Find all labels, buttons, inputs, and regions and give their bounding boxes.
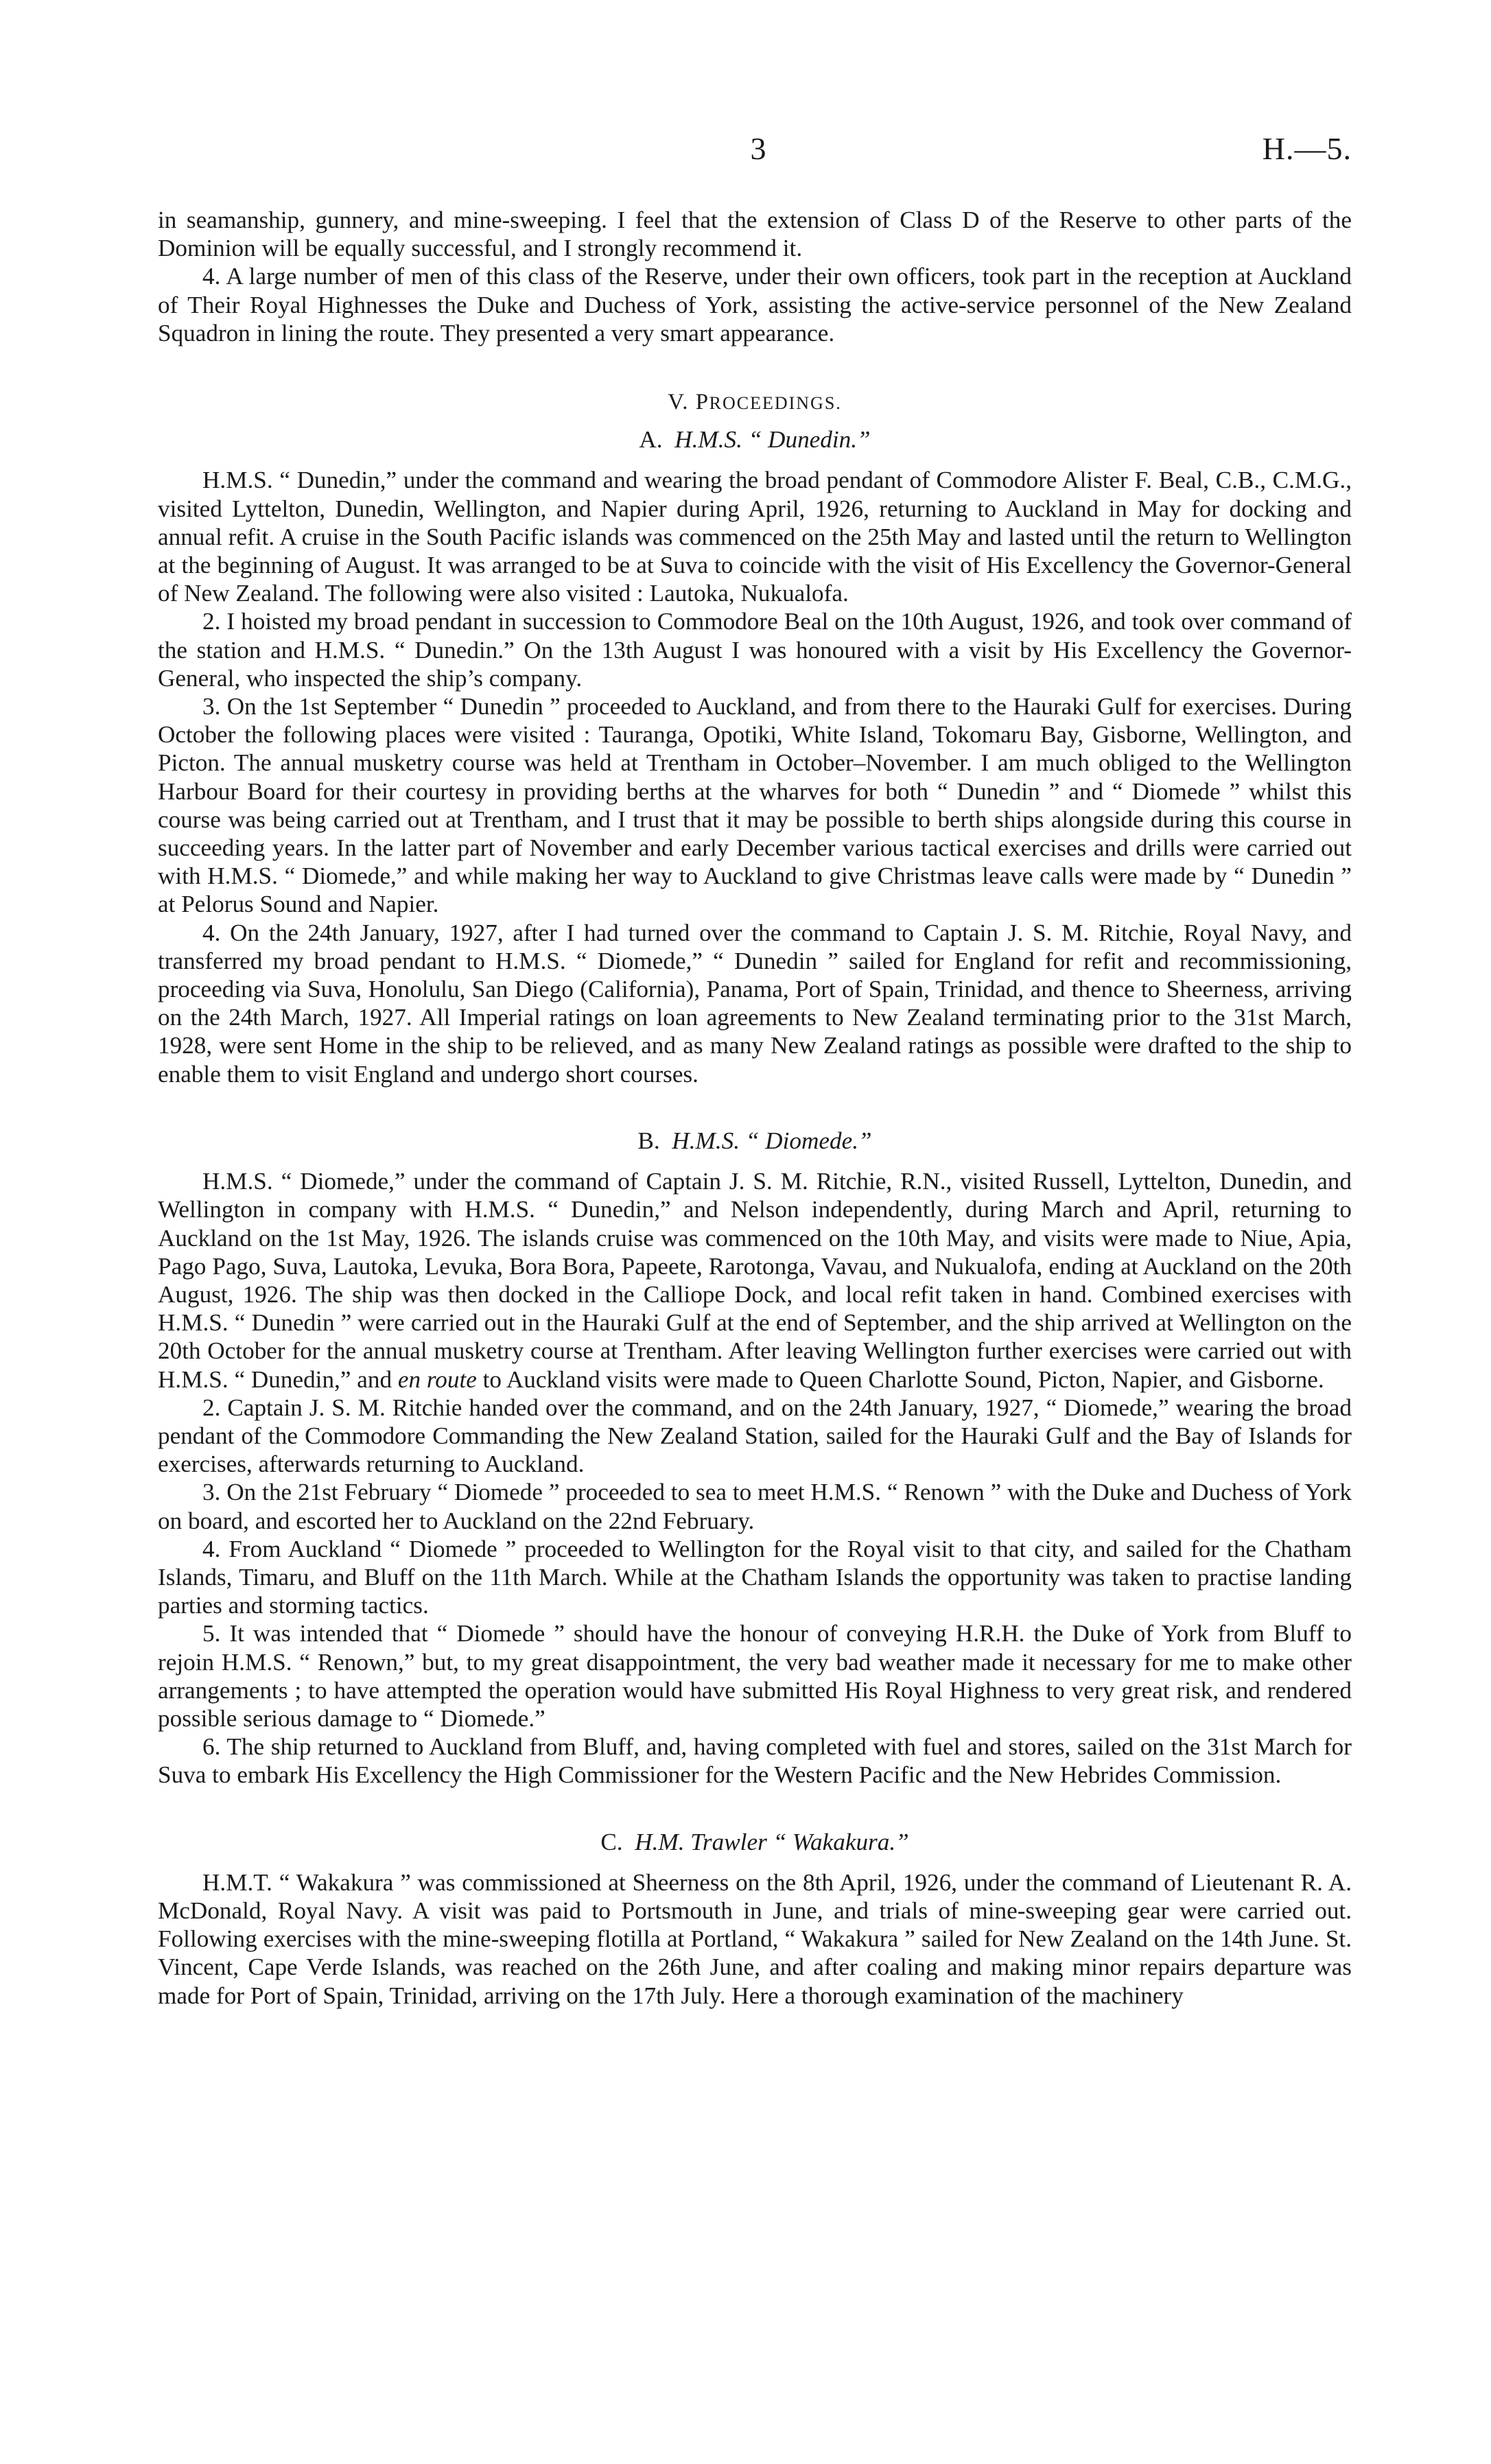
section-b-letter: B. [637,1127,660,1154]
section-c-heading [158,1828,1352,1856]
section-v-title-rest: ROCEEDINGS. [709,393,842,414]
section-a-heading [158,425,1352,454]
section-b-heading [158,1127,1352,1155]
section-a-paragraph-2: 2. I hoisted my broad pendant in succession to Commodore Beal on the 10th August, 1926, and took over command of the station and H.M.S. “ Dunedin.” On the 13th August I was honoured with a visit by His Excellency the Governor-General, who inspected the ship’s company. [158,608,1352,692]
intro-continuation: in seamanship, gunnery, and mine-sweeping. I feel that the extension of Class D of the Reserve to other parts of the Dominion will be equally successful, and I strongly recommend it. [158,207,1352,262]
section-b-p1-text: H.M.S. “ Diomede,” under the command of Captain J. S. M. Ritchie, R.N., visited Russell, Lyttelton, Dunedin, and Wellington in company with H.M.S. “ Dunedin,” and Nelson independently, during March and April, returning to Auckland on the 1st May, 1926. The islands cruise was commenced on the 10th May, and visits were made to Niue, Apia, Pago Pago, Suva, Lautoka, Levuka, Bora Bora, Papeete, Rarotonga, Vavau, and Nukualofa, ending at Auckland on the 20th August, 1926. The ship was then docked in the Calliope Dock, and local refit taken in hand. Combined exercises with H.M.S. “ Dunedin ” were carried out in the Hauraki Gulf at the end of September, and the ship arrived at Wellington on the 20th October for the annual musketry course at Trentham. After leaving Wellington further exercises were carried out with H.M.S. “ Dunedin,” and [158,1168,1352,1393]
document-reference: H.—5. [1262,131,1352,166]
section-b-p1-text-end: to Auckland visits were made to Queen Charlotte Sound, Picton, Napier, and Gisborne. [482,1365,1324,1393]
section-c-title: H.M. Trawler “ Wakakura.” [635,1828,909,1855]
section-b-paragraph-4: 4. From Auckland “ Diomede ” proceeded to Wellington for the Royal visit to that city, and sailed for the Chatham Islands, Timaru, and Bluff on the 11th March. While at the Chatham Islands the opportunity was taken to practise landing parties and storming tactics. [158,1535,1352,1619]
section-b-paragraph-6: 6. The ship returned to Auckland from Bluff, and, having completed with fuel and stores, sailed on the 31st March for Suva to embark His Excellency the High Commissioner for the Western Pacific and the New Hebrides Commission. [158,1733,1352,1789]
section-v-title-initial: P [695,390,709,415]
section-b-paragraph-5: 5. It was intended that “ Diomede ” should have the honour of conveying H.R.H. the Duke of York from Bluff to rejoin H.M.S. “ Renown,” but, to my great disappointment, the very bad weather made it necessary for me to make other arrangements ; to have attempted the operation would have submitted His Royal Highness to very great risk, and rendered possible serious damage to “ Diomede.” [158,1620,1352,1732]
section-c-letter: C. [600,1828,623,1855]
document-body [158,206,1352,2010]
section-a-title: H.M.S. “ Dunedin.” [674,426,871,454]
section-a-letter: A. [639,426,663,454]
section-b-paragraph-2: 2. Captain J. S. M. Ritchie handed over the command, and on the 24th January, 1927, “ Diomede,” wearing the broad pendant of the Commodore Commanding the New Zealand Station, sailed for the Hauraki Gulf and the Bay of Islands for exercises, afterwards returning to Auckland. [158,1394,1352,1478]
section-a-paragraph-4: 4. On the 24th January, 1927, after I had turned over the command to Captain J. S. M. Ritchie, Royal Navy, and transferred my broad pendant to H.M.S. “ Diomede,” “ Dunedin ” sailed for England for refit and recommissioning, proceeding via Suva, Honolulu, San Diego (California), Panama, Port of Spain, Trinidad, and thence to Sheerness, arriving on the 24th March, 1927. All Imperial ratings on loan agreements to New Zealand terminating prior to the 31st March, 1928, were sent Home in the ship to be relieved, and as many New Zealand ratings as possible were drafted to the ship to enable them to visit England and undergo short courses. [158,919,1352,1088]
section-v-number: V. [668,390,690,415]
section-v-heading [158,388,1352,417]
intro-paragraph-4: 4. A large number of men of this class of the Reserve, under their own officers, took part in the reception at Auckland of Their Royal Highnesses the Duke and Duchess of York, assisting the active-service personnel of the New Zealand Squadron in lining the route. They presented a very smart appearance. [158,263,1352,347]
section-b-paragraph-3: 3. On the 21st February “ Diomede ” proceeded to sea to meet H.M.S. “ Renown ” with the Duke and Duchess of York on board, and escorted her to Auckland on the 22nd February. [158,1479,1352,1534]
section-b-title: H.M.S. “ Diomede.” [672,1127,872,1154]
section-c-paragraph-1: H.M.T. “ Wakakura ” was commissioned at Sheerness on the 8th April, 1926, under the command of Lieutenant R. A. McDonald, Royal Navy. A visit was paid to Portsmouth in June, and trials of mine-sweeping gear were carried out. Following exercises with the mine-sweeping flotilla at Portland, “ Wakakura ” sailed for New Zealand on the 14th June. St. Vincent, Cape Verde Islands, was reached on the 26th June, and after coaling and making minor repairs departure was made for Port of Spain, Trinidad, arriving on the 17th July. Here a thorough examination of the machinery [158,1868,1352,2009]
section-b-p1-italic: en route [397,1365,477,1393]
section-b-paragraph-1 [158,1167,1352,1394]
section-a-paragraph-3: 3. On the 1st September “ Dunedin ” proceeded to Auckland, and from there to the Hauraki Gulf for exercises. During October the following places were visited : Tauranga, Opotiki, White Island, Tokomaru Bay, Gisborne, Wellington, and Picton. The annual musketry course was held at Trentham in October–November. I am much obliged to the Wellington Harbour Board for their courtesy in providing berths at the wharves for both “ Dunedin ” and “ Diomede ” whilst this course was being carried out at Trentham, and I trust that it may be possible to berth ships alongside during this course in succeeding years. In the latter part of November and early December various tactical exercises and drills were carried out with H.M.S. “ Diomede,” and while making her way to Auckland to give Christmas leave calls were made by “ Dunedin ” at Pelorus Sound and Napier. [158,693,1352,918]
page-number: 3 [750,131,766,166]
section-a-paragraph-1: H.M.S. “ Dunedin,” under the command and wearing the broad pendant of Commodore Alister F. Beal, C.B., C.M.G., visited Lyttelton, Dunedin, Wellington, and Napier during April, 1926, returning to Auckland in May for docking and annual refit. A cruise in the South Pacific islands was commenced on the 25th May and lasted until the return to Wellington at the beginning of August. It was arranged to be at Suva to coincide with the visit of His Excellency the Governor-General of New Zealand. The following were also visited : Lautoka, Nukualofa. [158,467,1352,607]
